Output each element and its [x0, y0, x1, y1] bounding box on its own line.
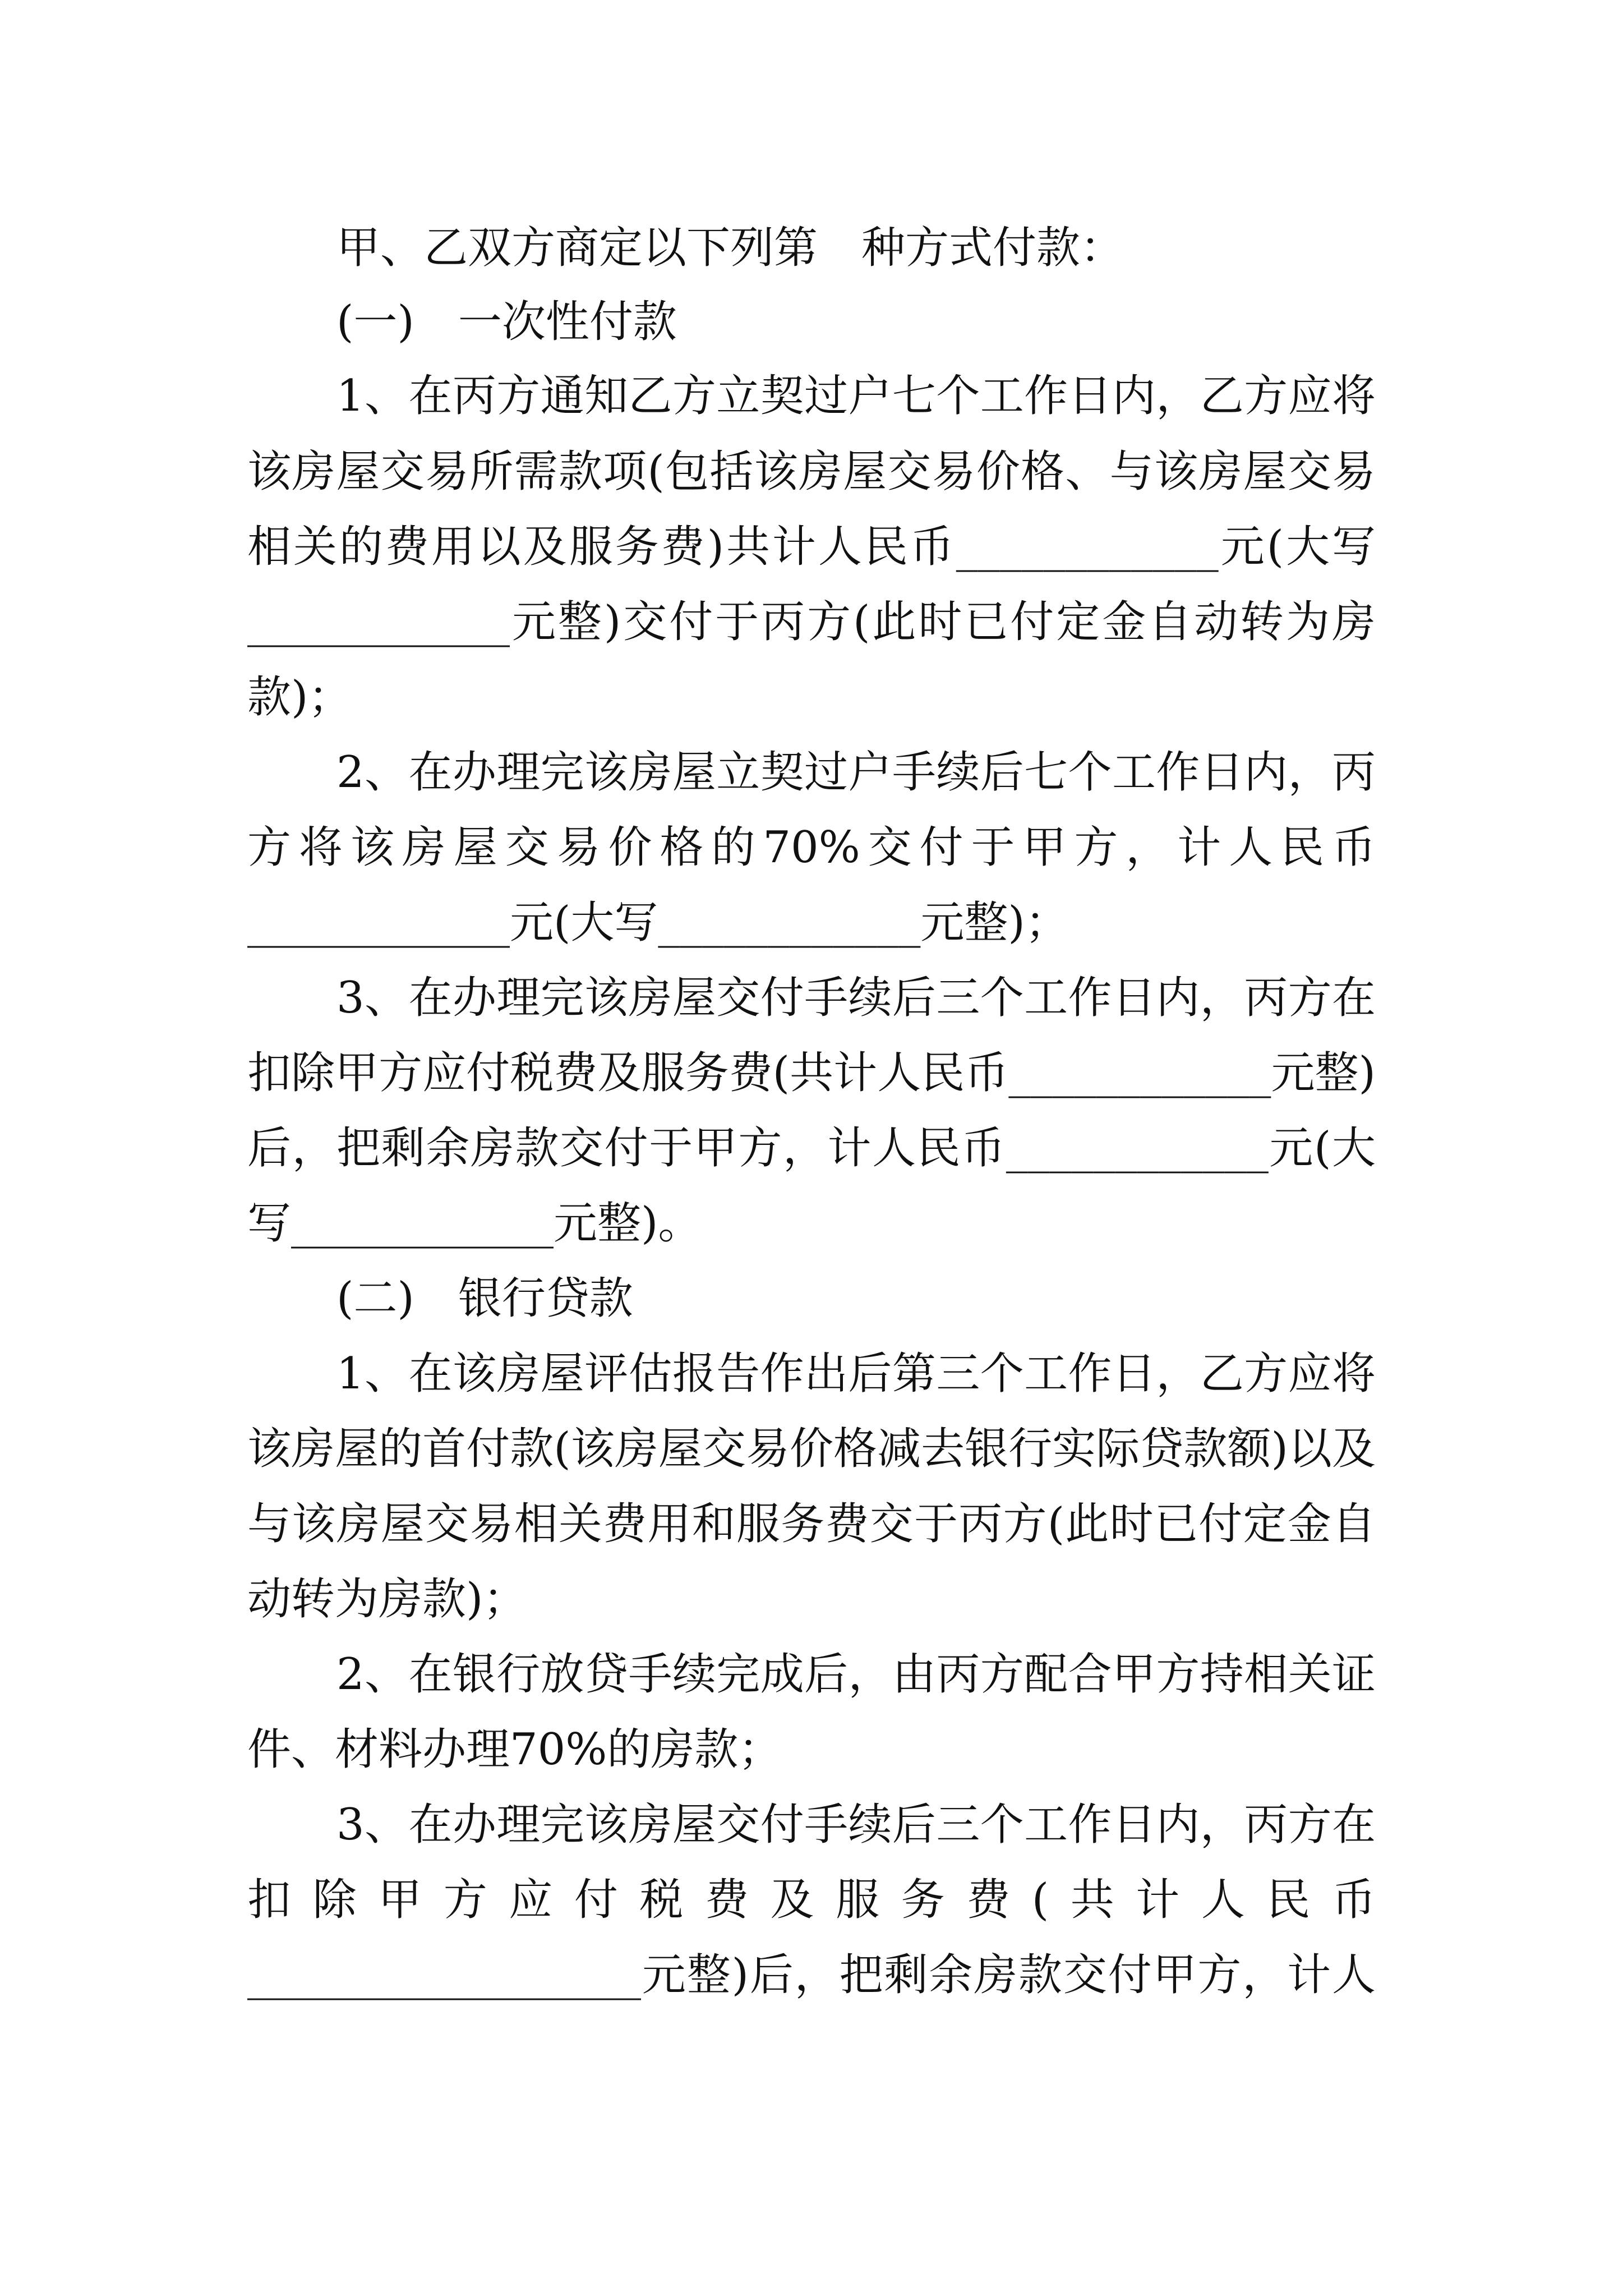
paragraph-line: 写____________元整)。 — [247, 1198, 702, 1249]
paragraph-line: ____________元(大写____________元整)； — [247, 898, 1069, 948]
paragraph-line: 1、在丙方通知乙方立契过户七个工作日内，乙方应将 — [336, 371, 1376, 421]
paragraph-line: 该房屋的首付款(该房屋交易价格减去银行实际贷款额)以及 — [247, 1424, 1376, 1474]
section-heading-lump-sum: (一) 一次性付款 — [336, 297, 677, 347]
paragraph-line: 2、在办理完该房屋立契过户手续后七个工作日内，丙 — [336, 747, 1376, 798]
payment-method-intro: 甲、乙双方商定以下列第 种方式付款： — [336, 223, 1124, 273]
paragraph-line: 3、在办理完该房屋交付手续后三个工作日内，丙方在 — [336, 973, 1376, 1023]
paragraph-line: 与该房屋交易相关费用和服务费交于丙方(此时已付定金自 — [247, 1499, 1376, 1549]
paragraph-line: 动转为房款)； — [247, 1574, 527, 1625]
paragraph-line: 相关的费用以及服务费)共计人民币____________元(大写 — [247, 522, 1376, 572]
paragraph-line: 3、在办理完该房屋交付手续后三个工作日内，丙方在 — [336, 1800, 1376, 1850]
paragraph-line: 方将该房屋交易价格的70%交付于甲方，计人民币 — [247, 822, 1376, 873]
paragraph-line: ____________元整)交付于丙方(此时已付定金自动转为房 — [247, 597, 1376, 647]
section-heading-bank-loan: (二) 银行贷款 — [336, 1273, 633, 1324]
paragraph-line: 件、材料办理70%的房款； — [247, 1724, 782, 1775]
paragraph-line: __________________元整)后，把剩余房款交付甲方，计人 — [247, 1950, 1376, 2000]
paragraph-line: 扣除甲方应付税费及服务费(共计人民币____________元整) — [247, 1048, 1376, 1098]
paragraph-line: 2、在银行放贷手续完成后，由丙方配合甲方持相关证 — [336, 1649, 1376, 1700]
paragraph-line: 款)； — [247, 672, 352, 723]
paragraph-line: 后，把剩余房款交付于甲方，计人民币____________元(大 — [247, 1123, 1376, 1174]
paragraph-line: 1、在该房屋评估报告作出后第三个工作日，乙方应将 — [336, 1349, 1376, 1399]
paragraph-line: 扣除甲方应付税费及服务费(共计人民币 — [247, 1875, 1376, 1925]
paragraph-line: 该房屋交易所需款项(包括该房屋交易价格、与该房屋交易 — [247, 447, 1376, 497]
